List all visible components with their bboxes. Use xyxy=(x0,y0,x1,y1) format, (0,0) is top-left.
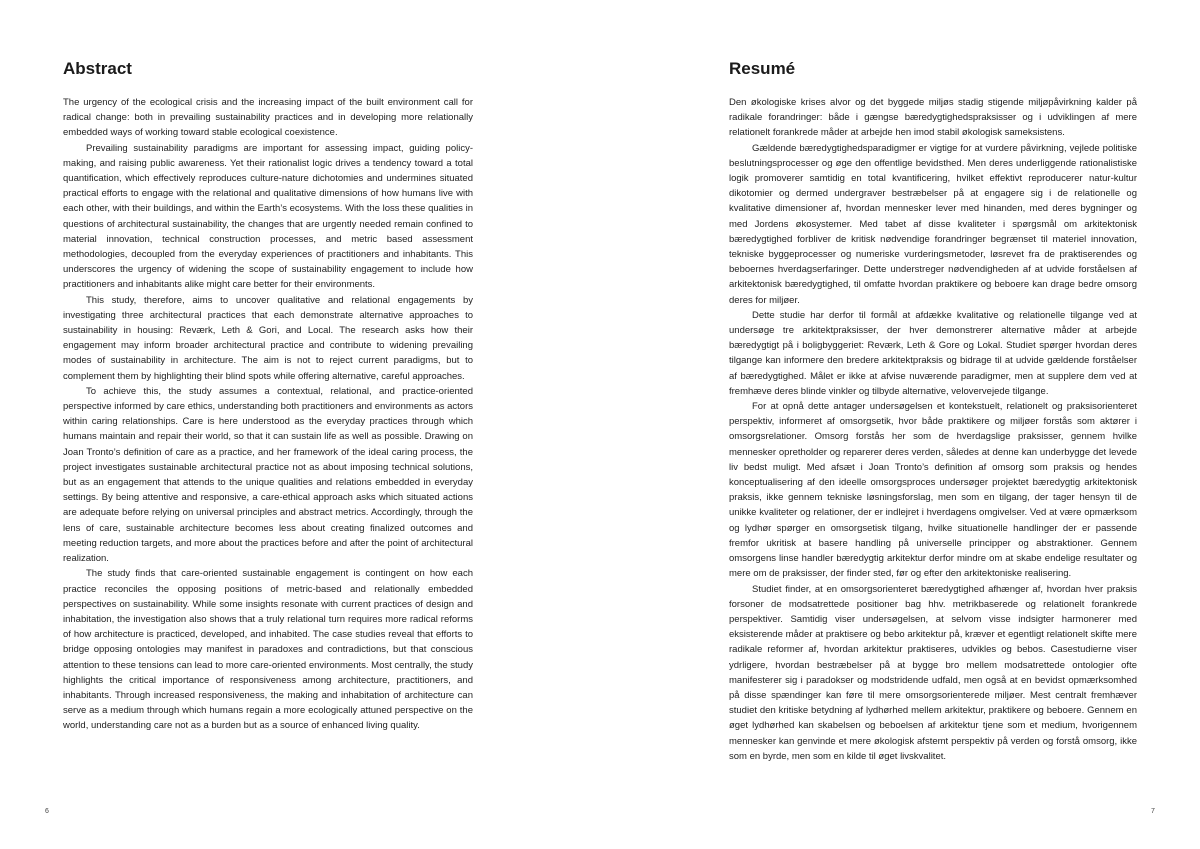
abstract-paragraph-4: To achieve this, the study assumes a contextual, relational, and practice-oriented perspective informed by care ethics, understanding both practitioners and environments as actors within caring relationships. Care is here understood as the everyday practices through which humans maintain and repair their world, so that it can sustain life as well as possible. Drawing on Joan Tronto’s definition of care as a practice, and her framework of the ideal caring process, the project investigates sustainable architectural practice not as about imposing technical solutions, but as an engagement that attends to the unique qualities and relations embedded in everyday settings. By being attentive and responsive, a care-ethical approach asks which situated actions are adequate before relying on universal principles and abstract metrics. Accordingly, through the lens of care, sustainable architecture becomes less about creating finalized outcomes and meeting reduction targets, and more about the practices before and after the point of architectural realization. xyxy=(63,385,473,565)
abstract-body xyxy=(63,95,473,734)
abstract-paragraph-3: This study, therefore, aims to uncover qualitative and relational engagements by investigating three architectural practices that each demonstrate alternative approaches to sustainability in housing: Reværk, Leth & Gori, and Local. The research asks how their engagement may inform broader architectural practice and contribute to widening prevailing modes of sustainability in architecture. The aim is not to reject current paradigms, but to complement them by highlighting their blind spots while offering alternative, careful approaches. xyxy=(63,294,473,382)
resume-paragraph-4: For at opnå dette antager undersøgelsen et kontekstuelt, relationelt og praksisorienteret perspektiv, informeret af omsorgsetik, hvor både praktikere og miljøer forstås som aktører i omsorgsrelationer. Omsorg forstås her som de hverdagslige praksisser, gennem hvilke mennesker opretholder og reparerer deres verden, således at denne kan underbygge det levede liv bedst muligt. Med afsæt i Joan Tronto’s definition af omsorg som praksis og hendes konceptualisering af den ideelle omsorgsproces undersøger projektet bæredygtig arkitektonisk praksis, ikke gennem tekniske løsningsforslag, men som en tilgang, der tager hensyn til de unikke kvaliteter og relationer, der er indlejret i hverdagens omgivelser. Ved at være opmærksom og lydhør spørger en omsorgsetisk tilgang, hvilke situationelle handlinger der er passende fremfor ukritisk at basere handling på universelle principper og abstraktioner. Gennem omsorgens linse handler bæredygtig arkitektur derfor mindre om at skabe endelige resultater og mere om de praksisser, der finder sted, før og efter den arkitektoniske realisering. xyxy=(729,401,1137,580)
resume-paragraph-5: Studiet finder, at en omsorgsorienteret bæredygtighed afhænger af, hvordan hver praksis forsoner de modsatrettede positioner bag hhv. metrikbaserede og relationelt forankrede perspektiver. Samtidig viser undersøgelsen, at selvom visse indsigter harmonerer med eksisterende måder at praktisere og bebo arkitektur på, kræver et egentligt relationelt skifte mere radikale reformer af, hvordan arkitektur praktiseres, udvikles og bebos. Casestudierne viser ydrligere, hvordan bestræbelser på at bygge bro mellem modsatrettede ontologier ofte manifesterer sig i paradokser og modstridende udfald, men også at en bevidst opmærksomhed på disse spændinger kan føre til mere omsorgsorienterede miljøer. Mest centralt fremhæver studiet den kritiske betydning af lydhørhed mellem arkitektur, praktikere og beboere. Gennem en øget lydhørhed kan skabelsen og beboelsen af arkitektur tjene som et medium, hvorigennem mennesker kan genvinde et mere økologisk afstemt perspektiv på verden og forstå omsorg, ikke som en byrde, men som en kilde til øget livskvalitet. xyxy=(729,583,1137,762)
resume-body xyxy=(729,95,1137,764)
resume-paragraph-1: Den økologiske krises alvor og det byggede miljøs stadig stigende miljøpåvirkning kalder på radikale forandringer: både i gængse bæredygtighedspraksisser og i udviklingen af mere relationelt forankrede måder at arbejde hen imod stabil økologisk sameksistens. xyxy=(729,97,1137,139)
abstract-paragraph-1: The urgency of the ecological crisis and the increasing impact of the built environment call for radical change: both in prevailing sustainability practices and in developing more relationally embedded ways of working toward stable ecological coexistence. xyxy=(63,97,473,139)
abstract-paragraph-2: Prevailing sustainability paradigms are important for assessing impact, guiding policy-making, and raising public awareness. Yet their rationalist logic drives a tendency toward a total quantification, which effectively reproduces culture-nature dichotomies and undermines situated practical efforts to engage with the relational and qualitative dimensions of how humans live with each other, with their buildings, and within the Earth’s ecosystems. With the loss these qualities in questions of architectural sustainability, the changes that are urgently needed remain confined to material innovation, technical construction processes, and metric based assessment methodologies, decoupled from the everyday experiences of practitioners and inhabitants. This underscores the urgency of widening the scope of sustainability engagement to include how practitioners and inhabitants alike might care better for their environments. xyxy=(63,142,473,291)
page-number-left: 6 xyxy=(45,808,49,815)
page-number-right: 7 xyxy=(1151,808,1155,815)
abstract-paragraph-5: The study finds that care-oriented sustainable engagement is contingent on how each practice reconciles the opposing positions of metric-based and relationally embedded perspectives on sustainability. While some insights resonate with current practices of design and inhabitation, the investigation also shows that a truly relational turn requires more radical reforms of how architecture is practiced, developed, and inhabited. The case studies reveal that efforts to bridge opposing ontologies may manifest in paradoxes and contradictions, but that conscious attention to these tensions can lead to more care-oriented environments. Most centrally, the study highlights the critical importance of responsiveness among architecture, practitioners, and inhabitants. Through increased responsiveness, the making and inhabitation of architecture can serve as a medium through which humans regain a more ecologically attuned perspective on the world, understanding care not as a burden but as a source of enhanced living quality. xyxy=(63,568,473,732)
resume-paragraph-3: Dette studie har derfor til formål at afdække kvalitative og relationelle tilgange ved at undersøge tre arkitektpraksisser, der hver demonstrerer alternative måder at arbejde bæredygtigt på i boligbyggeriet: Reværk, Leth & Gore og Lokal. Studiet spørger hvordan deres tilgange kan informere den bredere arkitektpraksis og bidrage til at udvide gældende forståelser af bæredygtighed. Målet er ikke at afvise nuværende paradigmer, men at supplere dem ved at fremhæve deres blinde vinkler og tilbyde alternative, velovervejede tilgange. xyxy=(729,309,1137,397)
resume-paragraph-2: Gældende bæredygtighedsparadigmer er vigtige for at vurdere påvirkning, vejlede politiske beslutningsprocesser og øge den offentlige bevidsthed. Men deres underliggende rationalistiske logik promoverer samtidig en total kvantificering, hvilket effektivt reproducerer natur-kultur dikotomier og dermed undergraver bestræbelser på at engagere sig i de relationelle og kvalitative dimensioner af, hvordan mennesker lever med hinanden, med deres bygninger og med Jordens økosystemer. Med tabet af disse kvaliteter i spørgsmål om arkitektonisk bæredygtighed forbliver de kritisk nødvendige forandringer begrænset til materiel innovation, tekniske byggeprocesser og numeriske vurderingsmetoder, løsrevet fra de praktiserendes og beboernes hverdagserfaringer. Dette understreger nødvendigheden af at udvide forståelsen af arkitektonisk bæredygtighed, til omfatte hvordan praktikere og beboere kan drage bedre omsorg deres for miljøer. xyxy=(729,142,1137,306)
right-page xyxy=(600,0,1200,849)
abstract-heading: Abstract xyxy=(63,59,132,78)
resume-heading: Resumé xyxy=(729,59,796,78)
